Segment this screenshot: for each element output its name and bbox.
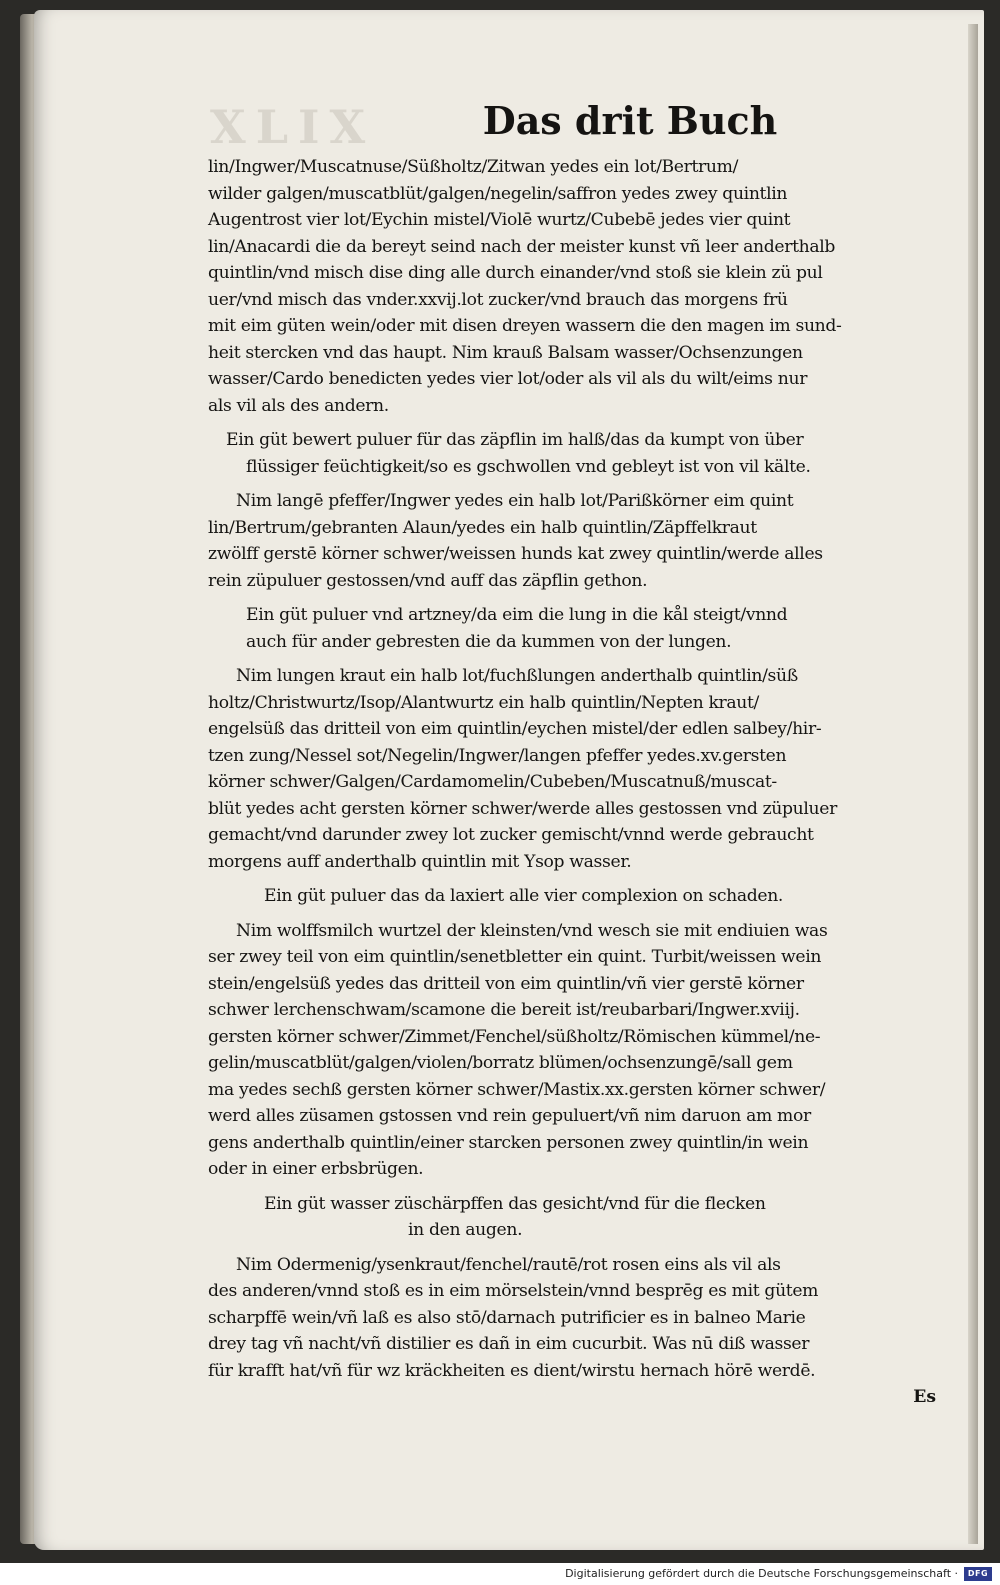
recipe-section-lung <box>208 602 944 875</box>
text-line: gelin/muscatblüt/galgen/violen/borratz blümen/ochsenzungē/sall gem <box>208 1053 793 1073</box>
heading-line: Ein güt puluer vnd artzney/da eim die lung in die kål steigt/vnnd <box>246 605 788 625</box>
text-line: ser zwey teil von eim quintlin/senetbletter ein quint. Turbit/weissen wein <box>208 947 822 967</box>
text-line: stein/engelsüß yedes das dritteil von eim quintlin/vñ vier gerstē körner <box>208 973 804 994</box>
intro-paragraph <box>208 154 944 419</box>
text-line: Nim Odermenig/ysenkraut/fenchel/rautē/rot rosen eins als vil als <box>236 1254 781 1275</box>
text-line: gemacht/vnd darunder zwey lot zucker gemischt/vnnd werde gebraucht <box>208 825 814 845</box>
section-heading <box>208 602 944 655</box>
text-line: Nim lungen kraut ein halb lot/fuchßlungen anderthalb quintlin/süß <box>236 666 798 686</box>
text-line: mit eim güten wein/oder mit disen dreyen wassern die den magen im sund- <box>208 316 842 336</box>
page-fore-edge <box>968 24 978 1544</box>
text-line: lin/Bertrum/gebranten Alaun/yedes ein halb quintlin/Zäpffelkraut <box>208 517 757 538</box>
dfg-logo: DFG <box>964 1567 992 1581</box>
footer-credit: Digitalisierung gefördert durch die Deutsche Forschungsgemeinschaft · <box>565 1567 958 1580</box>
text-line: Augentrost vier lot/Eychin mistel/Violē wurtz/Cubebē jedes vier quint <box>208 210 791 230</box>
digitization-footer <box>0 1563 1000 1585</box>
text-line: Nim wolffsmilch wurtzel der kleinsten/vnd wesch sie mit endiuien was <box>236 920 828 941</box>
text-line: des anderen/vnnd stoß es in eim mörselstein/vnnd besprēg es mit gütem <box>208 1281 819 1301</box>
text-line: gersten körner schwer/Zimmet/Fenchel/süßholtz/Römischen kümmel/ne- <box>208 1026 821 1047</box>
text-line: gens anderthalb quintlin/einer starcken personen zwey quintlin/in wein <box>208 1132 809 1153</box>
text-line: schwer lerchenschwam/scamone die bereit ist/reubarbari/Ingwer.xviij. <box>208 1000 800 1020</box>
text-line: lin/Ingwer/Muscatnuse/Süßholtz/Zitwan yedes ein lot/Bertrum/ <box>208 157 739 177</box>
heading-line: Ein güt puluer das da laxiert alle vier complexion on schaden. <box>264 886 784 906</box>
text-line: werd alles züsamen gstossen vnd rein gepuluert/vñ nim daruon am mor <box>208 1106 811 1126</box>
section-heading <box>208 1191 944 1244</box>
text-block <box>208 94 944 1410</box>
text-line: holtz/Christwurtz/Isop/Alantwurtz ein halb quintlin/Nepten kraut/ <box>208 692 759 713</box>
recipe-section-uvula <box>208 427 944 594</box>
text-line: als vil als des andern. <box>208 395 389 416</box>
text-line: Nim langē pfeffer/Ingwer yedes ein halb lot/Parißkörner eim quint <box>236 491 794 511</box>
text-line: uer/vnd misch das vnder.xxvij.lot zucker/vnd brauch das morgens frü <box>208 289 788 310</box>
recipe-section-laxative <box>208 883 944 1183</box>
recipe-section-eyewater <box>208 1191 944 1385</box>
text-line: lin/Anacardi die da bereyt seind nach der meister kunst vñ leer anderthalb <box>208 236 836 257</box>
section-heading <box>208 427 944 480</box>
text-line: quintlin/vnd misch dise ding alle durch einander/vnd stoß sie klein zü pul <box>208 263 823 283</box>
section-heading <box>208 883 944 910</box>
text-line: blüt yedes acht gersten körner schwer/werde alles gestossen vnd züpuluer <box>208 798 837 819</box>
section-body <box>208 918 944 1183</box>
heading-line: Ein güt wasser züschärpffen das gesicht/vnd für die flecken <box>264 1193 766 1214</box>
running-head: Das drit Buch <box>482 98 778 143</box>
text-line: rein züpuluer gestossen/vnd auff das zäpflin gethon. <box>208 570 648 591</box>
text-line: engelsüß das dritteil von eim quintlin/eychen mistel/der edlen salbey/hir- <box>208 719 822 739</box>
section-body <box>208 663 944 875</box>
text-line: morgens auff anderthalb quintlin mit Ysop wasser. <box>208 851 632 872</box>
text-line: ma yedes sechß gersten körner schwer/Mastix.xx.gersten körner schwer/ <box>208 1079 826 1100</box>
text-line: wasser/Cardo benedicten yedes vier lot/oder als vil als du wilt/eims nur <box>208 369 808 389</box>
text-line: oder in einer erbsbrügen. <box>208 1159 424 1179</box>
catchword: Es <box>913 1387 936 1407</box>
heading-line: auch für ander gebresten die da kummen von der lungen. <box>246 631 732 652</box>
text-line: scharpffē wein/vñ laß es also stō/darnach putrificier es in balneo Marie <box>208 1307 806 1328</box>
bleed-through-folio: XLIX <box>210 100 376 154</box>
section-body <box>208 488 944 594</box>
heading-line: flüssiger feüchtigkeit/so es gschwollen vnd gebleyt ist von vil kälte. <box>246 456 811 477</box>
text-line: zwölff gerstē körner schwer/weissen hunds kat zwey quintlin/werde alles <box>208 544 823 564</box>
section-body <box>208 1252 944 1385</box>
text-line: körner schwer/Galgen/Cardamomelin/Cubeben/Muscatnuß/muscat- <box>208 772 777 792</box>
text-line: wilder galgen/muscatblüt/galgen/negelin/saffron yedes zwey quintlin <box>208 183 788 204</box>
heading-line: Ein güt bewert puluer für das zäpflin im halß/das da kumpt von über <box>226 430 804 450</box>
heading-line: in den augen. <box>408 1220 523 1240</box>
text-line: heit stercken vnd das haupt. Nim krauß Balsam wasser/Ochsenzungen <box>208 342 803 363</box>
text-line: tzen zung/Nessel sot/Negelin/Ingwer/langen pfeffer yedes.xv.gersten <box>208 745 787 766</box>
text-line: drey tag vñ nacht/vñ distilier es dañ in eim cucurbit. Was nū diß wasser <box>208 1334 810 1354</box>
text-line: für krafft hat/vñ für wz kräckheiten es dient/wirstu hernach hörē werdē. <box>208 1360 816 1381</box>
